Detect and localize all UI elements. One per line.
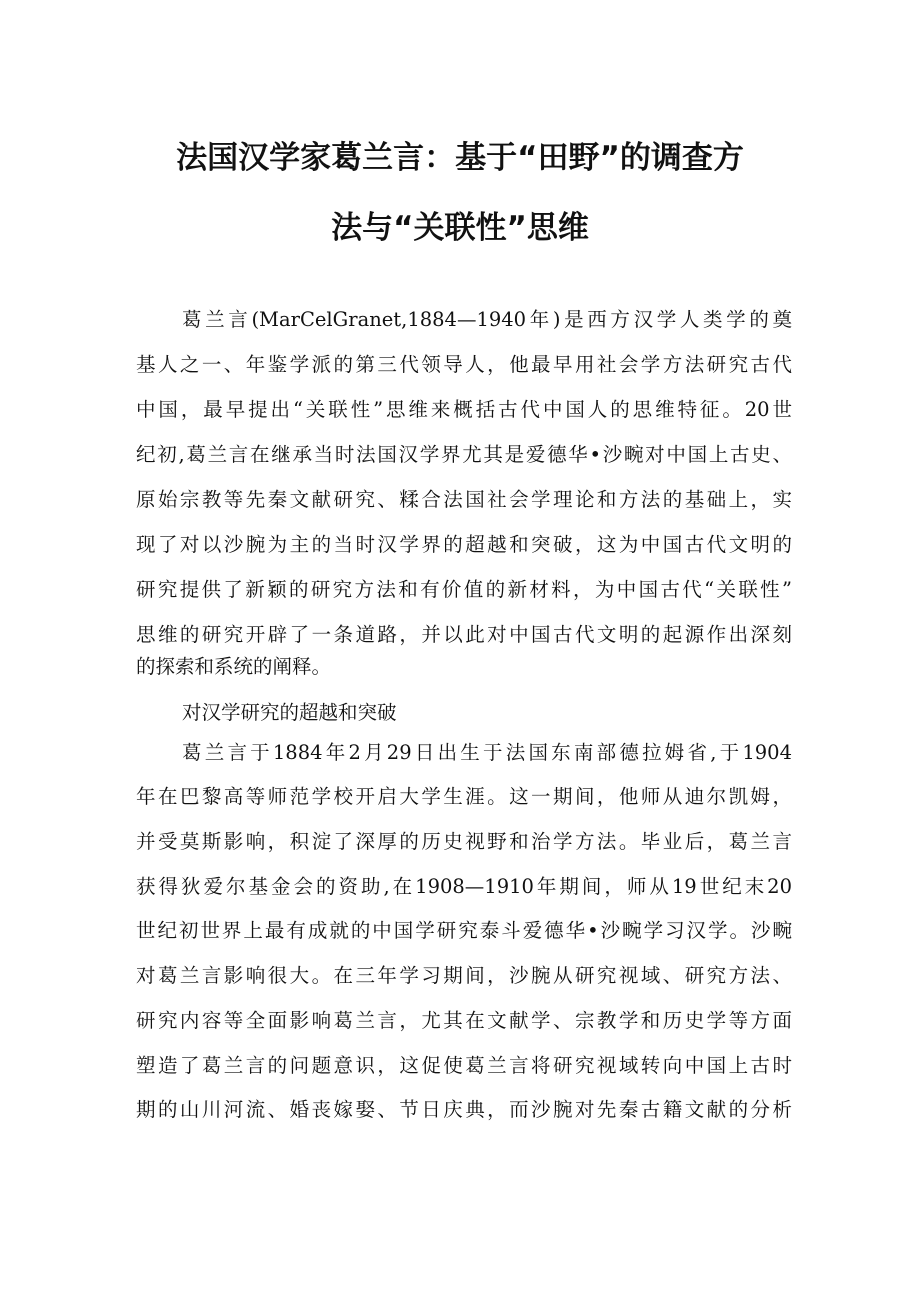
paragraph-line: 年在巴黎高等师范学校开启大学生涯。这一期间，他师从迪尔凯姆， xyxy=(136,785,792,808)
paragraph-line: 葛兰言于1884年2月29日出生于法国东南部德拉姆省,于1904 xyxy=(182,741,792,764)
paragraph-line: 获得狄爱尔基金会的资助,在1908—1910年期间，师从19世纪末20 xyxy=(136,875,792,898)
paragraph-line: 纪初,葛兰言在继承当时法国汉学界尤其是爱德华•沙畹对中国上古史、 xyxy=(136,443,792,466)
paragraph-line: 期的山川河流、婚丧嫁娶、节日庆典，而沙腕对先秦古籍文献的分析 xyxy=(136,1098,792,1121)
paragraph-line: 基人之一、年鉴学派的第三代领导人，他最早用社会学方法研究古代 xyxy=(136,353,792,376)
paragraph-line: 研究提供了新颖的研究方法和有价值的新材料，为中国古代“关联性” xyxy=(136,578,792,601)
document-title-line-1: 法国汉学家葛兰言：基于“田野”的调查方 xyxy=(176,140,744,176)
paragraph-line: 塑造了葛兰言的问题意识，这促使葛兰言将研究视域转向中国上古时 xyxy=(136,1054,792,1077)
paragraph-line: 并受莫斯影响，积淀了深厚的历史视野和治学方法。毕业后，葛兰言 xyxy=(136,830,792,853)
paragraph-line: 思维的研究开辟了一条道路，并以此对中国古代文明的起源作出深刻 xyxy=(136,623,792,646)
document-title-line-2: 法与“关联性”思维 xyxy=(331,210,589,246)
paragraph-line: 葛兰言(MarCelGranet,1884—1940年)是西方汉学人类学的奠 xyxy=(182,308,792,331)
section-heading: 对汉学研究的超越和突破 xyxy=(182,701,397,724)
paragraph-line: 世纪初世界上最有成就的中国学研究泰斗爱德华•沙畹学习汉学。沙畹 xyxy=(136,919,792,942)
paragraph-line: 现了对以沙腕为主的当时汉学界的超越和突破，这为中国古代文明的 xyxy=(136,533,792,556)
paragraph-line: 原始宗教等先秦文献研究、糅合法国社会学理论和方法的基础上，实 xyxy=(136,488,792,511)
paragraph-line: 对葛兰言影响很大。在三年学习期间，沙腕从研究视域、研究方法、 xyxy=(136,964,792,987)
paragraph-line: 的探索和系统的阐释。 xyxy=(136,655,332,678)
paragraph-line: 研究内容等全面影响葛兰言，尤其在文献学、宗教学和历史学等方面 xyxy=(136,1009,792,1032)
paragraph-line: 中国，最早提出“关联性”思维来概括古代中国人的思维特征。20世 xyxy=(136,398,792,421)
